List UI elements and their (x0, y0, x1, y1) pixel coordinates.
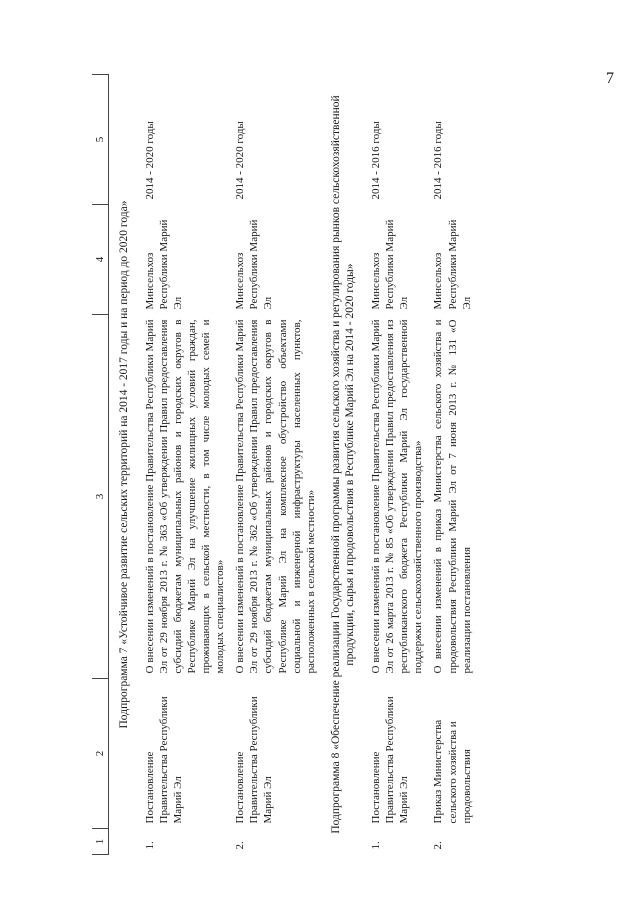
period: 2014 - 2020 годы (143, 121, 156, 200)
row-number: 2. (234, 841, 247, 850)
row-number: 1. (370, 841, 383, 850)
row-number: 1. (143, 841, 156, 850)
row-number: 2. (432, 841, 445, 850)
section-title-row (109, 75, 140, 855)
column-number: 1 (92, 829, 109, 855)
measures-table (92, 74, 477, 855)
section-title-row (321, 75, 366, 855)
column-number: 5 (92, 75, 109, 205)
period: 2014 - 2016 годы (432, 121, 445, 200)
column-number: 2 (92, 679, 109, 829)
column-number-row (92, 75, 109, 855)
executor: Минсельхоз Республики Марий Эл (143, 219, 184, 310)
table-row (140, 75, 230, 855)
executor: Минсельхоз Республики Марий Эл (432, 219, 473, 310)
column-number: 3 (92, 315, 109, 679)
table-row (230, 75, 320, 855)
executor: Минсельхоз Республики Марий Эл (234, 219, 275, 310)
period: 2014 - 2020 годы (234, 121, 247, 200)
document-type: Приказ Министерства сельского хозяйства и продовольствия (432, 719, 473, 824)
section-title: Подпрограмма 8 «Обеспечение реализации Государственной программы развития сельского хозяйства и регулирования рынков сельскохозяйственной продукции, сырья и продовольствия в Республике Марий Эл на 2014 - 2020 годы» (329, 95, 357, 834)
document-description: О внесении изменений в постановление Правительства Республики Марий Эл от 29 ноября 2013 г. № 362 «Об утверждении Правил предоставления субсидий бюджетам муниципальных районов и городских округов в Республике Марий Эл на комплексное обустройство объектами социальной и инженерной инфраструктуры населенных пунктов, расположенных в сельской местности» (234, 319, 317, 674)
document-description: О внесении изменений в приказ Министерства сельского хозяйства и продовольствия Республики Марий Эл от 7 июня 2013 г. № 131 «О реализации постановления (432, 319, 473, 674)
document-description: О внесении изменений в постановление Правительства Республики Марий Эл от 26 марта 2013 г. № 85 «Об утверждении Правил предоставления из республиканского бюджета Республики Марий Эл государственной поддержки сельскохозяйственного производства» (370, 319, 425, 674)
column-number: 4 (92, 205, 109, 315)
page-number: 7 (606, 70, 614, 87)
section-title: Подпрограмма 7 «Устойчивое развитие сельских территорий на 2014 - 2017 годы и на период до 2020 года» (118, 200, 131, 729)
document-description: О внесении изменений в постановление Правительства Республики Марий Эл от 29 ноября 2013 г. № 363 «Об утверждении Правил предоставления субсидий бюджетам муниципальных районов и городских округов в Республике Марий Эл на улучшение жилищных условий граждан, проживающих в сельской местности, в том числе молодых семей и молодых специалистов» (143, 319, 227, 674)
document-type: Постановление Правительства Республики Марий Эл (234, 696, 275, 824)
document-type: Постановление Правительства Республики Марий Эл (370, 696, 411, 824)
table-row (366, 75, 428, 855)
document-type: Постановление Правительства Республики Марий Эл (143, 696, 184, 824)
rotated-page-content (92, 75, 612, 855)
executor: Минсельхоз Республики Марий Эл (370, 219, 411, 310)
period: 2014 - 2016 годы (370, 121, 383, 200)
table-row (428, 75, 476, 855)
